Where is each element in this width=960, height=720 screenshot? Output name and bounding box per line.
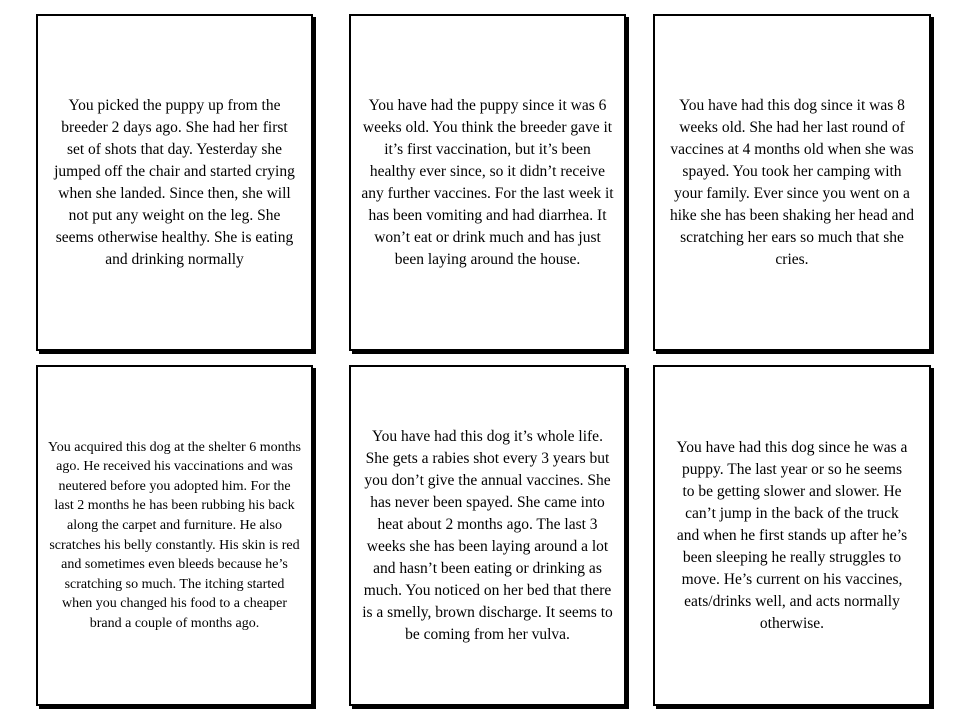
scenario-text: You have had the puppy since it was 6 weeks old. You think the breeder gave it it’s first vaccination, but it’s been healthy ever since, so it didn’t receive any further vaccines. For the last week it has been vomiting and had diarrhea. It won’t eat or drink much and has just been laying around the house. (361, 96, 614, 268)
scenario-card-4 (36, 365, 313, 706)
scenario-text: You have had this dog since he was a puppy. The last year or so he seems to be getting slower and slower. He can’t jump in the back of the truck and when he first stands up after he’s been sleeping he really struggles to move. He’s current on his vaccines, eats/drinks well, and acts normally otherwise. (676, 438, 908, 632)
scenario-card-6 (653, 365, 931, 706)
scenario-card-3 (653, 14, 931, 351)
scenario-card-2 (349, 14, 626, 351)
scenario-text: You have had this dog since it was 8 weeks old. She had her last round of vaccines at 4 months old when she was spayed. You took her camping with your family. Ever since you went on a hike she has been shaking her head and scratching her ears so much that she cries. (669, 96, 915, 268)
scenario-card-5 (349, 365, 626, 706)
scenario-text: You have had this dog it’s whole life. She gets a rabies shot every 3 years but you don’t give the annual vaccines. She has never been spayed. She came into heat about 2 months ago. The last 3 weeks she has been laying around a lot and hasn’t been eating or drinking as much. You noticed on her bed that there is a smelly, brown discharge. It seems to be coming from her vulva. (362, 427, 613, 643)
scenario-text: You acquired this dog at the shelter 6 months ago. He received his vaccinations and was neutered before you adopted him. For the last 2 months he has been rubbing his back along the carpet and furniture. He also scratches his belly constantly. His skin is red and sometimes even bleeds because he’s scratching so much. The itching started when you changed his food to a cheaper brand a couple of months ago. (48, 439, 301, 631)
scenario-card-1 (36, 14, 313, 351)
scenario-text: You picked the puppy up from the breeder 2 days ago. She had her first set of shots that day. Yesterday she jumped off the chair and started crying when she landed. Since then, she will not put any weight on the leg. She seems otherwise healthy. She is eating and drinking normally (54, 96, 295, 268)
